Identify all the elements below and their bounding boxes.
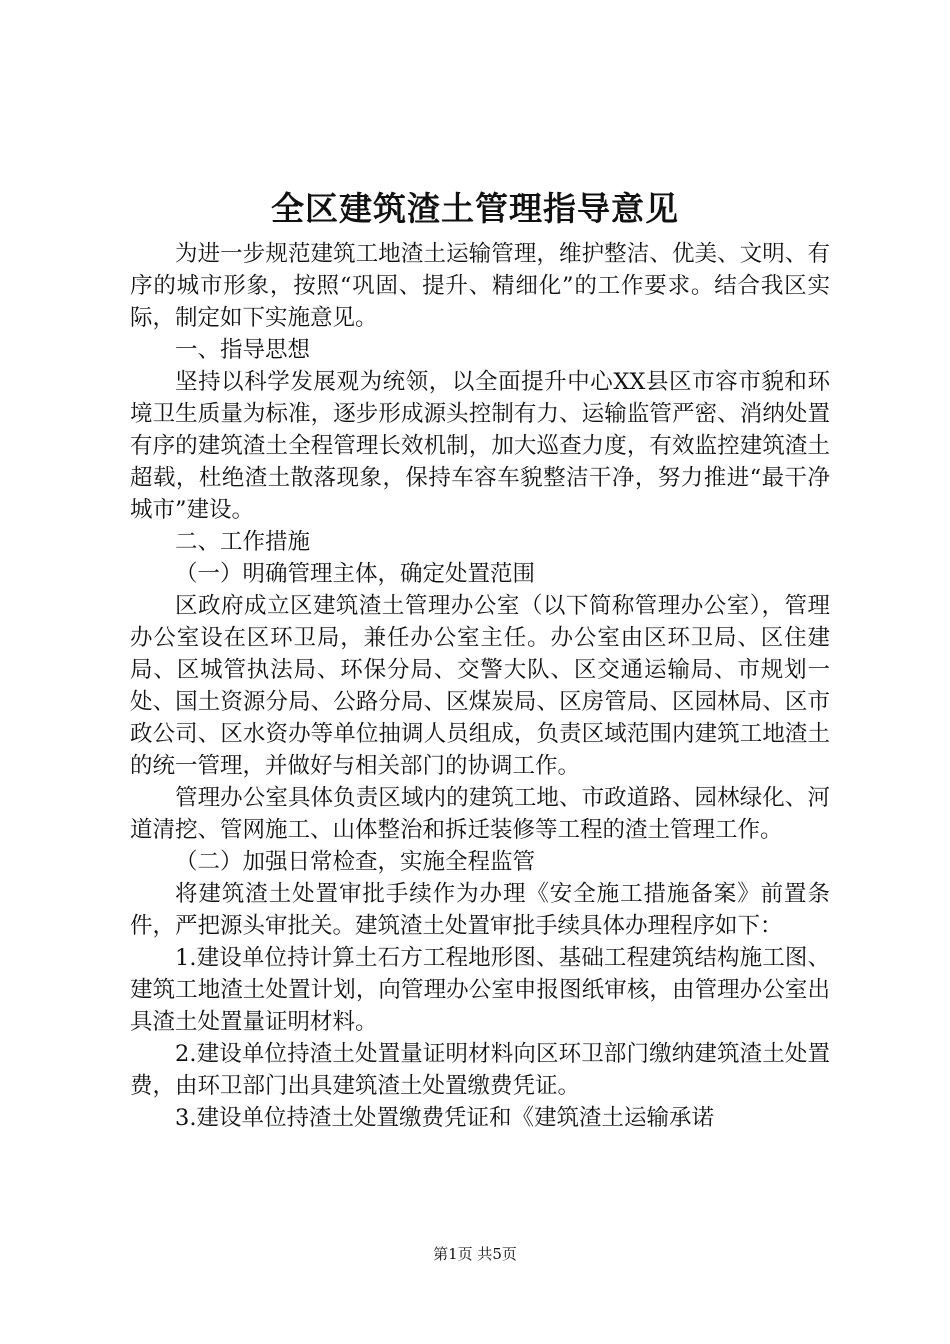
document-body xyxy=(130,238,830,1134)
guiding-ideology-paragraph: 坚持以科学发展观为统领，以全面提升中心XX县区市容市貌和环境卫生质量为标准，逐步形成源头控制有力、运输监管严密、消纳处置有序的建筑渣土全程管理长效机制，加大巡查力度，有效监控建筑渣土超载，杜绝渣土散落现象，保持车容车貌整洁干净，努力推进“最干净城市”建设。 xyxy=(130,369,830,523)
management-office-paragraph: 区政府成立区建筑渣土管理办公室（以下简称管理办公室），管理办公室设在区环卫局，兼任办公室主任。办公室由区环卫局、区住建局、区城管执法局、环保分局、交警大队、区交通运输局、市规划一处、国土资源分局、公路分局、区煤炭局、区房管局、区园林局、区市政公司、区水资办等单位抽调人员组成，负责区域范围内建筑工地渣土的统一管理，并做好与相关部门的协调工作。 xyxy=(130,593,830,779)
section-heading-guiding-ideology: 一、指导思想 xyxy=(175,337,311,363)
document-title: 全区建筑渣土管理指导意见 xyxy=(271,189,679,228)
management-scope-paragraph: 管理办公室具体负责区域内的建筑工地、市政道路、园林绿化、河道清挖、管网施工、山体整治和拆迁装修等工程的渣土管理工作。 xyxy=(130,785,830,843)
procedure-step-1: 1.建设单位持计算土石方工程地形图、基础工程建筑结构施工图、建筑工地渣土处置计划，向管理办公室申报图纸审核，由管理办公室出具渣土处置量证明材料。 xyxy=(130,945,830,1035)
subsection-heading-management: （一）明确管理主体，确定处置范围 xyxy=(175,561,536,587)
subsection-heading-inspection: （二）加强日常检查，实施全程监管 xyxy=(175,849,536,875)
approval-procedure-paragraph: 将建筑渣土处置审批手续作为办理《安全施工措施备案》前置条件，严把源头审批关。建筑渣土处置审批手续具体办理程序如下： xyxy=(130,881,830,939)
procedure-step-2: 2.建设单位持渣土处置量证明材料向区环卫部门缴纳建筑渣土处置费，由环卫部门出具建筑渣土处置缴费凭证。 xyxy=(130,1041,830,1099)
section-heading-work-measures: 二、工作措施 xyxy=(175,529,311,555)
procedure-step-3: 3.建设单位持渣土处置缴费凭证和《建筑渣土运输承诺 xyxy=(175,1105,714,1131)
page-number-footer: 第1页 共5页 xyxy=(433,1245,517,1263)
intro-paragraph: 为进一步规范建筑工地渣土运输管理，维护整洁、优美、文明、有序的城市形象，按照“巩固、提升、精细化”的工作要求。结合我区实际，制定如下实施意见。 xyxy=(130,241,830,331)
